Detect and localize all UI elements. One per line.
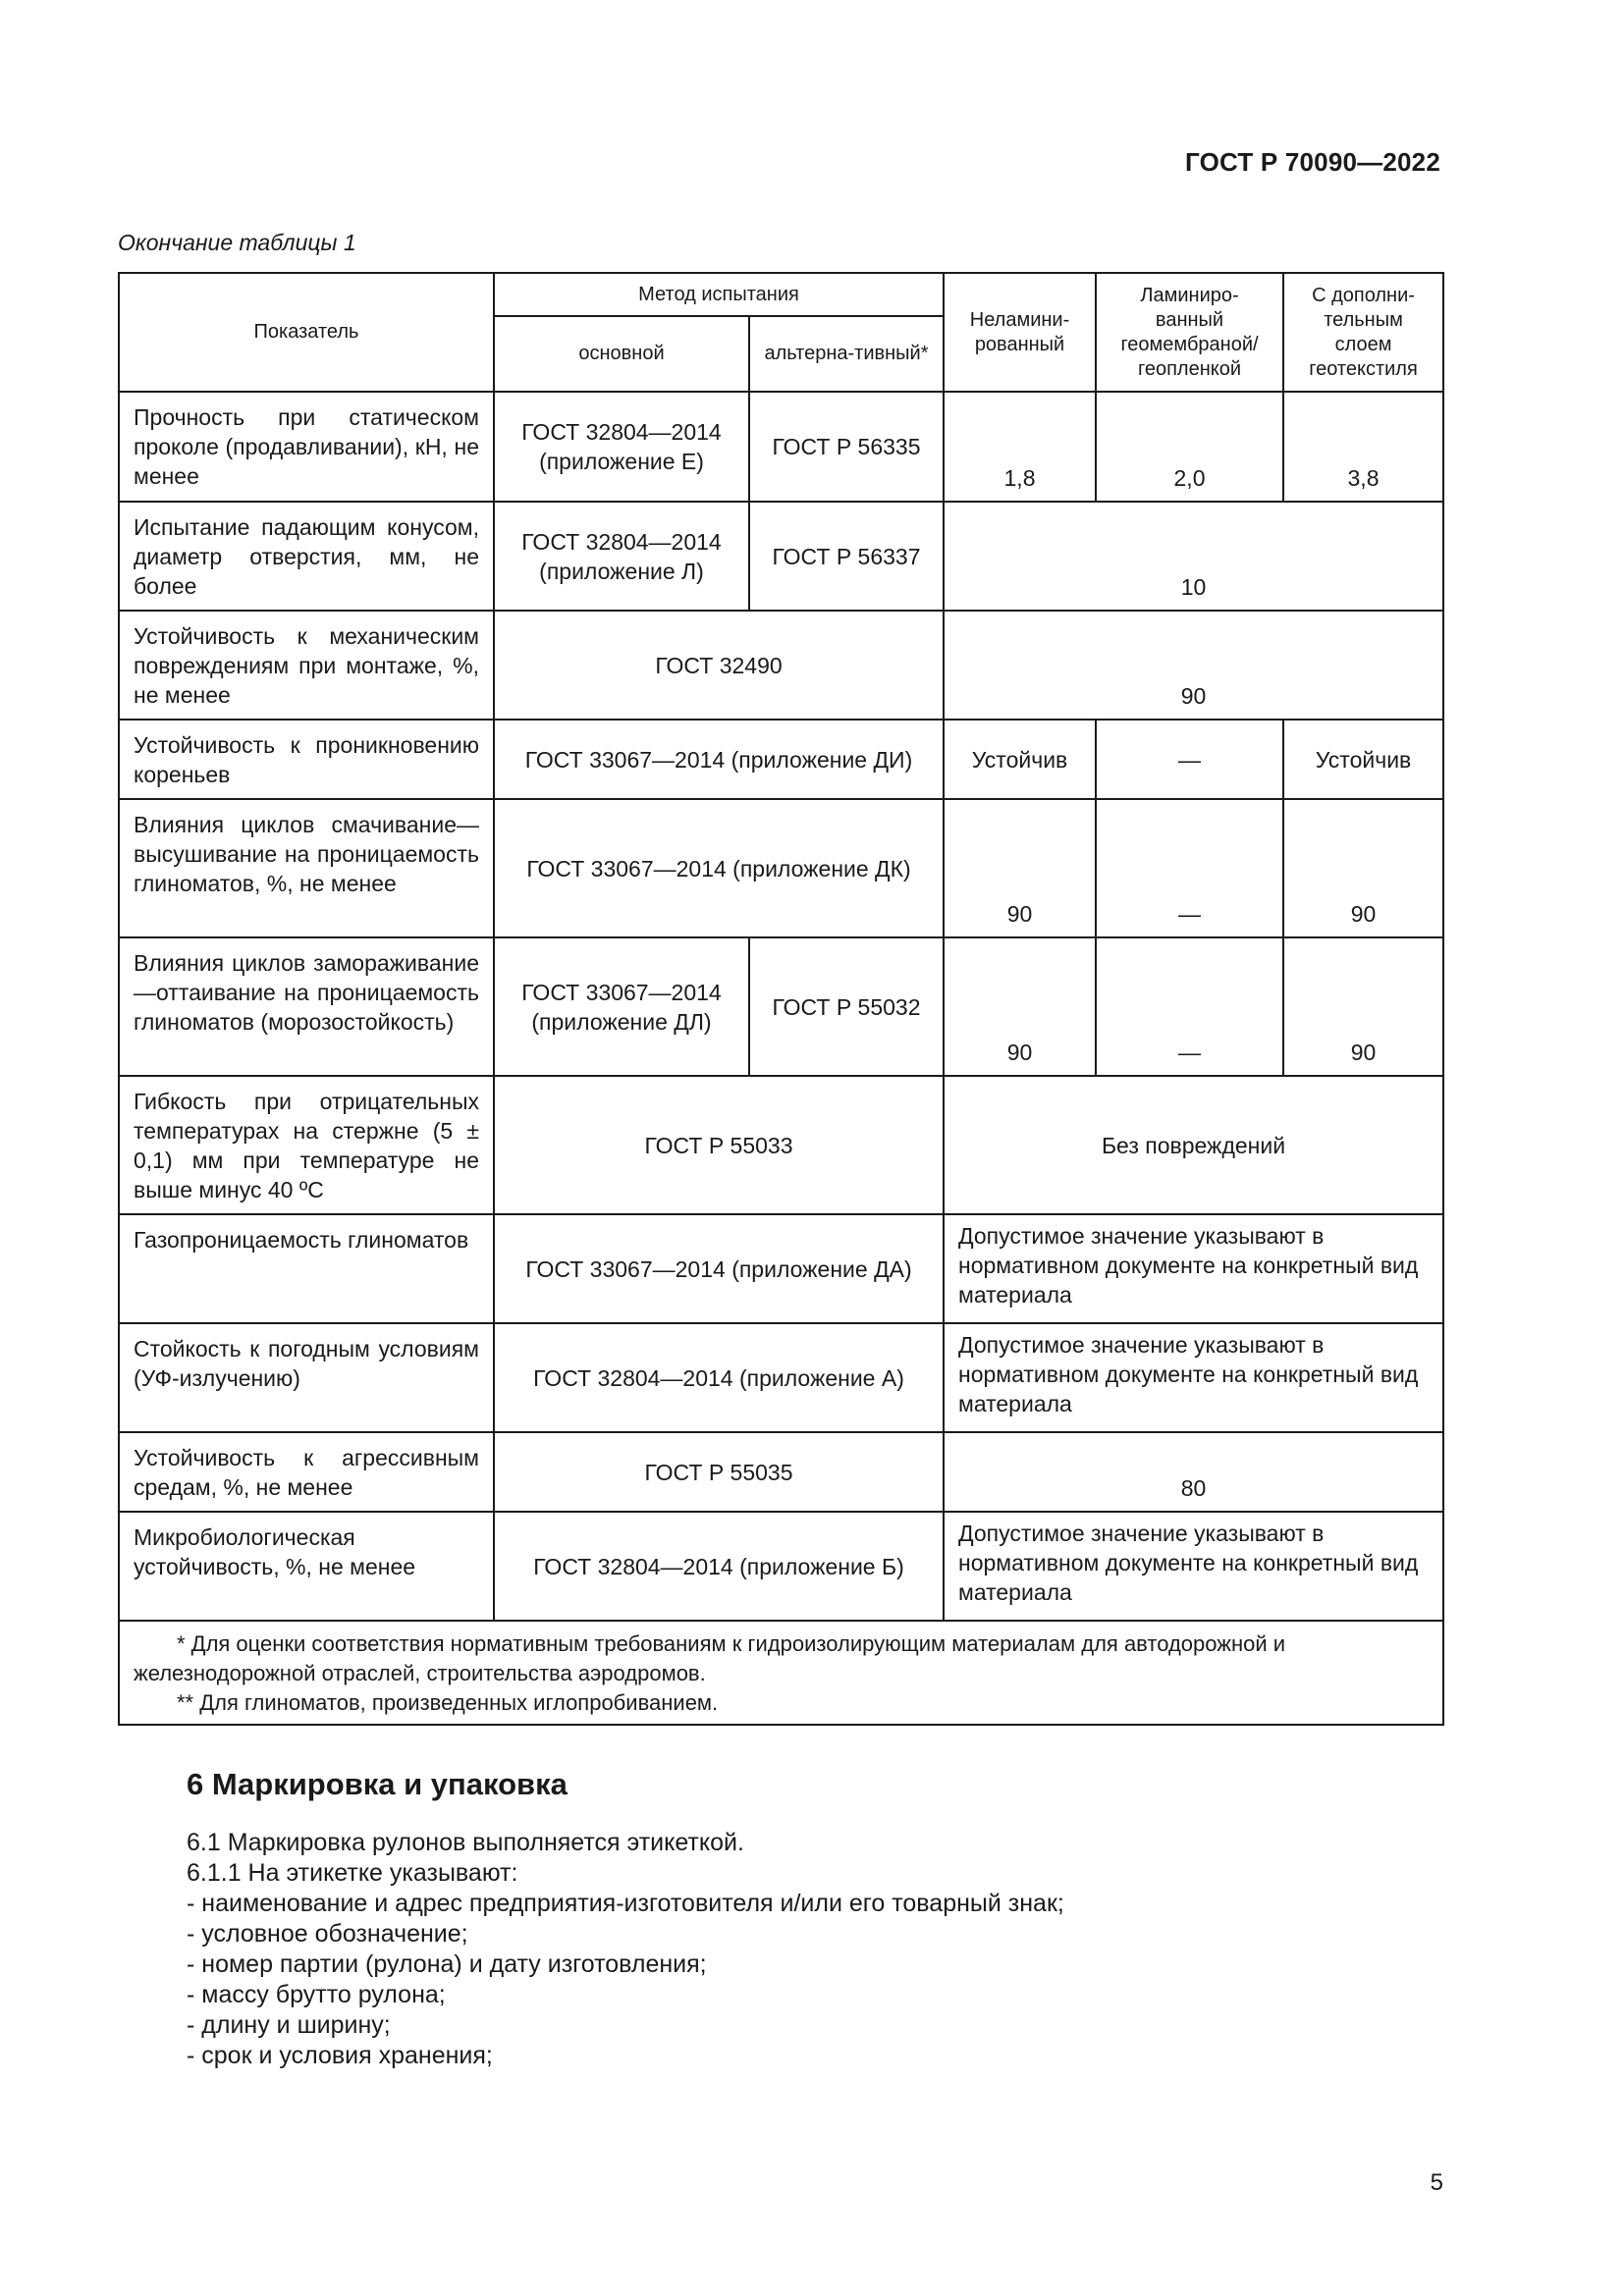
method-cell: ГОСТ 33067—2014 (приложение ДИ) — [494, 720, 944, 799]
list-item: - условное обозначение; — [187, 1920, 468, 1948]
table-caption: Окончание таблицы 1 — [118, 230, 356, 255]
indicator-cell: Устойчивость к механическим повреждениям при монтаже, %, не менее — [119, 611, 494, 720]
value-cell: — — [1096, 937, 1283, 1076]
table-footnotes — [119, 1621, 1443, 1725]
value-cell: 90 — [944, 799, 1096, 937]
footnote: ** Для глиноматов, произведенных иглопробиванием. — [177, 1690, 719, 1715]
method-main-cell: ГОСТ 32804—2014 (приложение Л) — [494, 502, 749, 611]
value-cell: 1,8 — [944, 392, 1096, 502]
value-cell: Устойчив — [1283, 720, 1443, 799]
value-cell: — — [1096, 720, 1283, 799]
page-number: 5 — [1430, 2169, 1443, 2196]
section-title: 6 Маркировка и упаковка — [187, 1767, 568, 1801]
method-alt-cell: ГОСТ Р 55032 — [749, 937, 944, 1076]
list-item: - срок и условия хранения; — [187, 2042, 493, 2069]
section-body — [187, 1828, 1434, 2071]
indicator-cell: Влияния циклов замораживание—оттаивание на проницаемость глиноматов (морозостойкость) — [119, 937, 494, 1076]
list-item: - длину и ширину; — [187, 2011, 391, 2039]
list-item: - номер партии (рулона) и дату изготовления; — [187, 1950, 707, 1978]
table-row — [119, 1076, 1443, 1214]
header-indicator: Показатель — [119, 273, 494, 392]
header-non-laminated: Неламини-рованный — [944, 273, 1096, 392]
list-item: - массу брутто рулона; — [187, 1981, 446, 2008]
method-cell: ГОСТ 32490 — [494, 611, 944, 720]
table-row — [119, 1214, 1443, 1323]
header-method-main: основной — [494, 316, 749, 392]
indicator-cell: Гибкость при отрицательных температурах на стержне (5 ± 0,1) мм при температуре не выше минус 40 ºС — [119, 1076, 494, 1214]
method-cell: ГОСТ 32804—2014 (приложение А) — [494, 1323, 944, 1432]
value-cell: 90 — [944, 611, 1443, 720]
properties-table — [118, 272, 1444, 1726]
table-row — [119, 392, 1443, 502]
method-cell: ГОСТ 33067—2014 (приложение ДА) — [494, 1214, 944, 1323]
method-main-cell: ГОСТ 32804—2014 (приложение Е) — [494, 392, 749, 502]
value-cell: 2,0 — [1096, 392, 1283, 502]
method-cell: ГОСТ 33067—2014 (приложение ДК) — [494, 799, 944, 937]
indicator-cell: Устойчивость к агрессивным средам, %, не менее — [119, 1432, 494, 1512]
value-cell: 90 — [1283, 799, 1443, 937]
table-row — [119, 720, 1443, 799]
footnote-row — [119, 1621, 1443, 1725]
indicator-cell: Прочность при статическом проколе (продавливании), кН, не менее — [119, 392, 494, 502]
table-row — [119, 799, 1443, 937]
value-cell: Допустимое значение указывают в нормативном документе на конкретный вид материала — [944, 1323, 1443, 1432]
value-cell: Допустимое значение указывают в нормативном документе на конкретный вид материала — [944, 1512, 1443, 1621]
value-cell: — — [1096, 799, 1283, 937]
header-method: Метод испытания — [494, 273, 944, 316]
value-cell: Устойчив — [944, 720, 1096, 799]
method-cell: ГОСТ Р 55033 — [494, 1076, 944, 1214]
table-row — [119, 1512, 1443, 1621]
value-cell: Допустимое значение указывают в нормативном документе на конкретный вид материала — [944, 1214, 1443, 1323]
method-alt-cell: ГОСТ Р 56335 — [749, 392, 944, 502]
value-cell: 10 — [944, 502, 1443, 611]
table-row — [119, 502, 1443, 611]
indicator-cell: Испытание падающим конусом, диаметр отверстия, мм, не более — [119, 502, 494, 611]
header-geotextile: С дополни-тельным слоем геотекстиля — [1283, 273, 1443, 392]
indicator-cell: Стойкость к погодным условиям (УФ-излучению) — [119, 1323, 494, 1432]
footnote: * Для оценки соответствия нормативным требованиям к гидроизолирующим материалам для автодорожной и железнодорожной отраслей, строительства аэродромов. — [134, 1631, 1286, 1685]
method-alt-cell: ГОСТ Р 56337 — [749, 502, 944, 611]
paragraph: 6.1.1 На этикетке указывают: — [187, 1859, 518, 1887]
table-row — [119, 937, 1443, 1076]
value-cell: 90 — [1283, 937, 1443, 1076]
value-cell: 3,8 — [1283, 392, 1443, 502]
paragraph: 6.1 Маркировка рулонов выполняется этикеткой. — [187, 1829, 744, 1856]
indicator-cell: Газопроницаемость глиноматов — [119, 1214, 494, 1323]
value-cell: 90 — [944, 937, 1096, 1076]
value-cell: Без повреждений — [944, 1076, 1443, 1214]
table-row — [119, 611, 1443, 720]
document-code: ГОСТ Р 70090—2022 — [1185, 147, 1440, 177]
indicator-cell: Влияния циклов смачивание—высушивание на проницаемость глиноматов, %, не менее — [119, 799, 494, 937]
table-row — [119, 1323, 1443, 1432]
method-cell: ГОСТ Р 55035 — [494, 1432, 944, 1512]
header-laminated: Ламиниро-ванный геомембраной/ геопленкой — [1096, 273, 1283, 392]
header-method-alt: альтерна-тивный* — [749, 316, 944, 392]
indicator-cell: Микробиологическая устойчивость, %, не менее — [119, 1512, 494, 1621]
value-cell: 80 — [944, 1432, 1443, 1512]
method-main-cell: ГОСТ 33067—2014 (приложение ДЛ) — [494, 937, 749, 1076]
method-cell: ГОСТ 32804—2014 (приложение Б) — [494, 1512, 944, 1621]
indicator-cell: Устойчивость к проникновению кореньев — [119, 720, 494, 799]
table-row — [119, 1432, 1443, 1512]
list-item: - наименование и адрес предприятия-изготовителя и/или его товарный знак; — [187, 1890, 1064, 1917]
